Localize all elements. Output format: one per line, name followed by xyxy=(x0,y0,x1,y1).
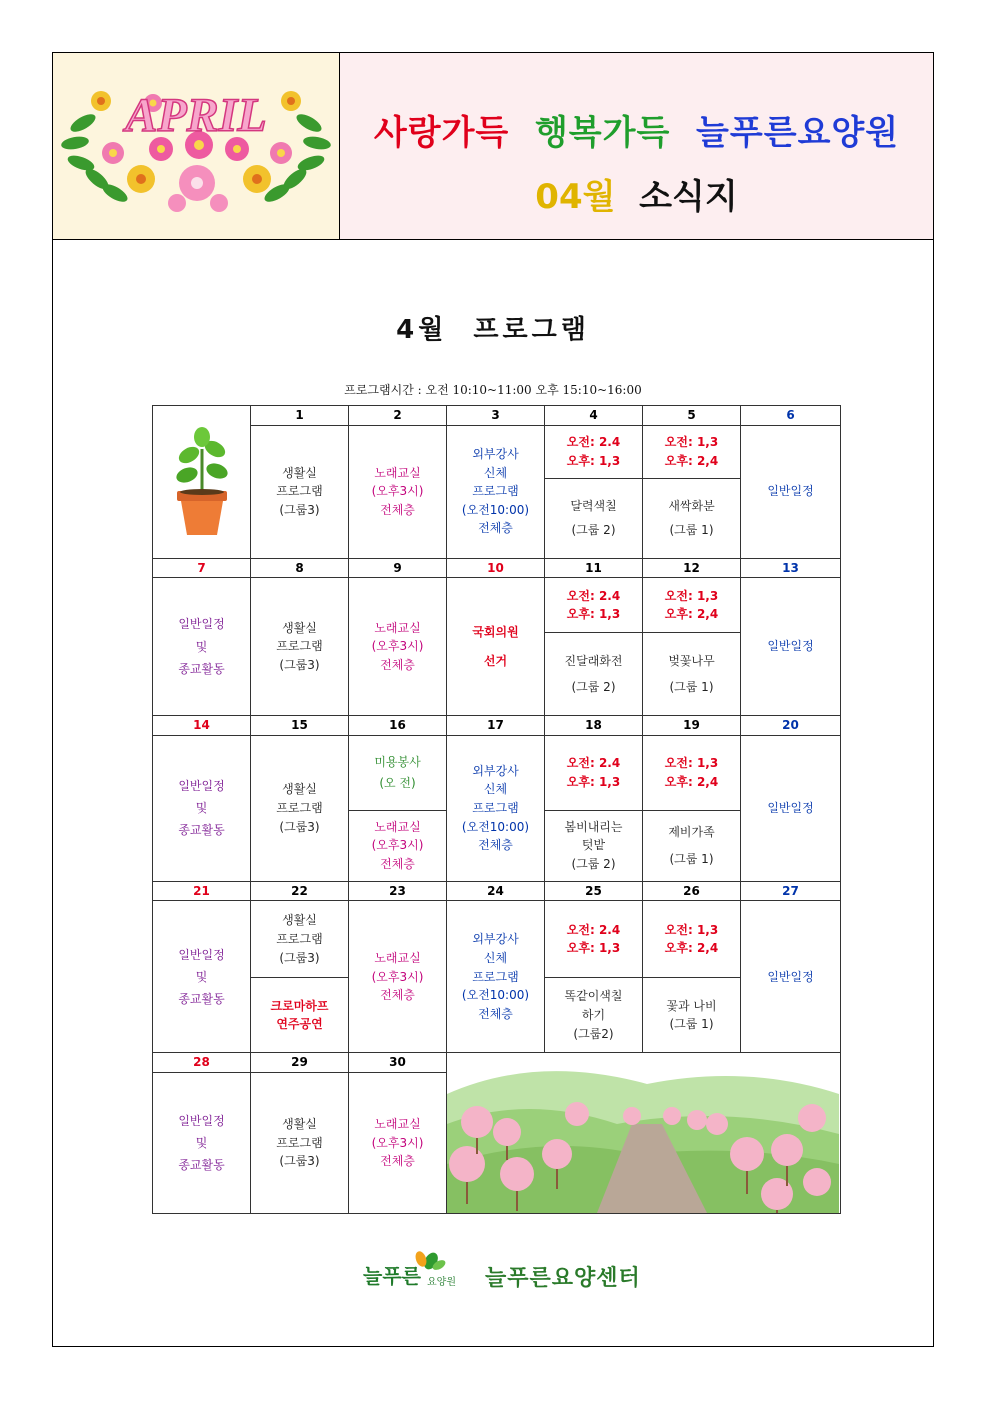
day-6: 6 xyxy=(741,406,841,426)
day-1: 1 xyxy=(251,406,349,426)
event-day-26-schedule: 오전: 1,3 오후: 2,4 xyxy=(643,901,741,978)
event-day-16-volunteer: 미용봉사 (오 전) xyxy=(349,735,447,810)
newsletter-title xyxy=(340,169,933,218)
event-day-20: 일반일정 xyxy=(741,735,841,881)
slogan-part-love: 사랑가득 xyxy=(373,113,510,153)
plant-pot-illustration xyxy=(153,406,251,559)
day-24: 24 xyxy=(447,881,545,901)
event-day-29: 생활실 프로그램 (그룹3) xyxy=(251,1072,349,1213)
care-center-name: 늘푸른요양센터 xyxy=(485,1266,641,1291)
day-19: 19 xyxy=(643,716,741,736)
newsletter-label: 소식지 xyxy=(639,177,738,217)
leaf-logo-icon xyxy=(361,1251,461,1293)
event-day-19-activity: 제비가족 (그룹 1) xyxy=(643,810,741,881)
event-day-21: 일반일정 및 종교활동 xyxy=(153,901,251,1053)
day-30: 30 xyxy=(349,1053,447,1073)
event-day-19-schedule: 오전: 1,3 오후: 2,4 xyxy=(643,735,741,810)
care-home-logo xyxy=(361,1251,461,1297)
event-day-26-activity: 꽃과 나비 (그룹 1) xyxy=(643,978,741,1053)
event-day-14: 일반일정 및 종교활동 xyxy=(153,735,251,881)
day-5: 5 xyxy=(643,406,741,426)
header xyxy=(53,53,933,240)
slogan-part-happiness: 행복가득 xyxy=(534,113,671,153)
event-day-24: 외부강사 신체 프로그램 (오전10:00) 전체층 xyxy=(447,901,545,1053)
plant-icon xyxy=(167,419,237,539)
day-25: 25 xyxy=(545,881,643,901)
spring-landscape-illustration xyxy=(447,1053,841,1214)
day-23: 23 xyxy=(349,881,447,901)
event-day-6: 일반일정 xyxy=(741,425,841,558)
event-day-17: 외부강사 신체 프로그램 (오전10:00) 전체층 xyxy=(447,735,545,881)
event-day-23: 노래교실 (오후3시) 전체층 xyxy=(349,901,447,1053)
event-day-3: 외부강사 신체 프로그램 (오전10:00) 전체층 xyxy=(447,425,545,558)
program-calendar xyxy=(152,405,841,1214)
event-day-22-program: 생활실 프로그램 (그룹3) xyxy=(251,901,349,978)
title-box xyxy=(340,53,933,239)
event-day-2: 노래교실 (오후3시) 전체층 xyxy=(349,425,447,558)
day-3: 3 xyxy=(447,406,545,426)
event-day-4-schedule: 오전: 2.4 오후: 1,3 xyxy=(545,425,643,478)
event-day-4-activity: 달력색칠 (그룹 2) xyxy=(545,478,643,558)
svg-text:APRIL: APRIL xyxy=(125,89,267,142)
event-day-7: 일반일정 및 종교활동 xyxy=(153,578,251,716)
event-day-30: 노래교실 (오후3시) 전체층 xyxy=(349,1072,447,1213)
event-day-18-schedule: 오전: 2.4 오후: 1,3 xyxy=(545,735,643,810)
event-day-22-concert: 크로마하프 연주공연 xyxy=(251,978,349,1053)
event-day-9: 노래교실 (오후3시) 전체층 xyxy=(349,578,447,716)
event-day-15: 생활실 프로그램 (그룹3) xyxy=(251,735,349,881)
footer xyxy=(53,1251,933,1301)
event-day-12-activity: 벚꽃나무 (그룹 1) xyxy=(643,633,741,716)
event-day-11-activity: 진달래화전 (그룹 2) xyxy=(545,633,643,716)
day-4: 4 xyxy=(545,406,643,426)
day-12: 12 xyxy=(643,558,741,578)
day-7: 7 xyxy=(153,558,251,578)
svg-text:요양원: 요양원 xyxy=(427,1277,456,1288)
event-day-18-activity: 봄비내리는 텃밭 (그룹 2) xyxy=(545,810,643,881)
day-2: 2 xyxy=(349,406,447,426)
day-17: 17 xyxy=(447,716,545,736)
day-27: 27 xyxy=(741,881,841,901)
event-day-16-singing: 노래교실 (오후3시) 전체층 xyxy=(349,810,447,881)
event-day-27: 일반일정 xyxy=(741,901,841,1053)
event-day-25-schedule: 오전: 2.4 오후: 1,3 xyxy=(545,901,643,978)
day-29: 29 xyxy=(251,1053,349,1073)
day-18: 18 xyxy=(545,716,643,736)
event-day-5-schedule: 오전: 1,3 오후: 2,4 xyxy=(643,425,741,478)
day-10: 10 xyxy=(447,558,545,578)
event-day-5-activity: 새싹화분 (그룹 1) xyxy=(643,478,741,558)
event-day-25-activity: 똑같이색칠 하기 (그룹2) xyxy=(545,978,643,1053)
event-day-11-schedule: 오전: 2.4 오후: 1,3 xyxy=(545,578,643,633)
day-21: 21 xyxy=(153,881,251,901)
event-day-12-schedule: 오전: 1,3 오후: 2,4 xyxy=(643,578,741,633)
day-8: 8 xyxy=(251,558,349,578)
event-day-10: 국회의원 선거 xyxy=(447,578,545,716)
newsletter-frame xyxy=(52,52,934,1347)
april-flower-illustration xyxy=(53,53,339,239)
program-time: 프로그램시간 : 오전 10:10~11:00 오후 15:10~16:00 xyxy=(344,383,642,397)
day-13: 13 xyxy=(741,558,841,578)
svg-text:늘푸른: 늘푸른 xyxy=(363,1266,421,1288)
day-9: 9 xyxy=(349,558,447,578)
day-16: 16 xyxy=(349,716,447,736)
day-15: 15 xyxy=(251,716,349,736)
day-28: 28 xyxy=(153,1053,251,1073)
slogan-part-home-name: 늘푸른요양원 xyxy=(696,113,900,153)
event-day-13: 일반일정 xyxy=(741,578,841,716)
month-label: 04월 xyxy=(535,177,616,217)
slogan-title xyxy=(340,105,933,154)
day-20: 20 xyxy=(741,716,841,736)
day-14: 14 xyxy=(153,716,251,736)
cherry-blossom-landscape-icon xyxy=(447,1054,839,1213)
day-11: 11 xyxy=(545,558,643,578)
april-logo xyxy=(53,53,340,239)
event-day-1: 생활실 프로그램 (그룹3) xyxy=(251,425,349,558)
event-day-28: 일반일정 및 종교활동 xyxy=(153,1072,251,1213)
event-day-8: 생활실 프로그램 (그룹3) xyxy=(251,578,349,716)
day-26: 26 xyxy=(643,881,741,901)
day-22: 22 xyxy=(251,881,349,901)
program-title: 4월 프로그램 xyxy=(396,315,590,345)
